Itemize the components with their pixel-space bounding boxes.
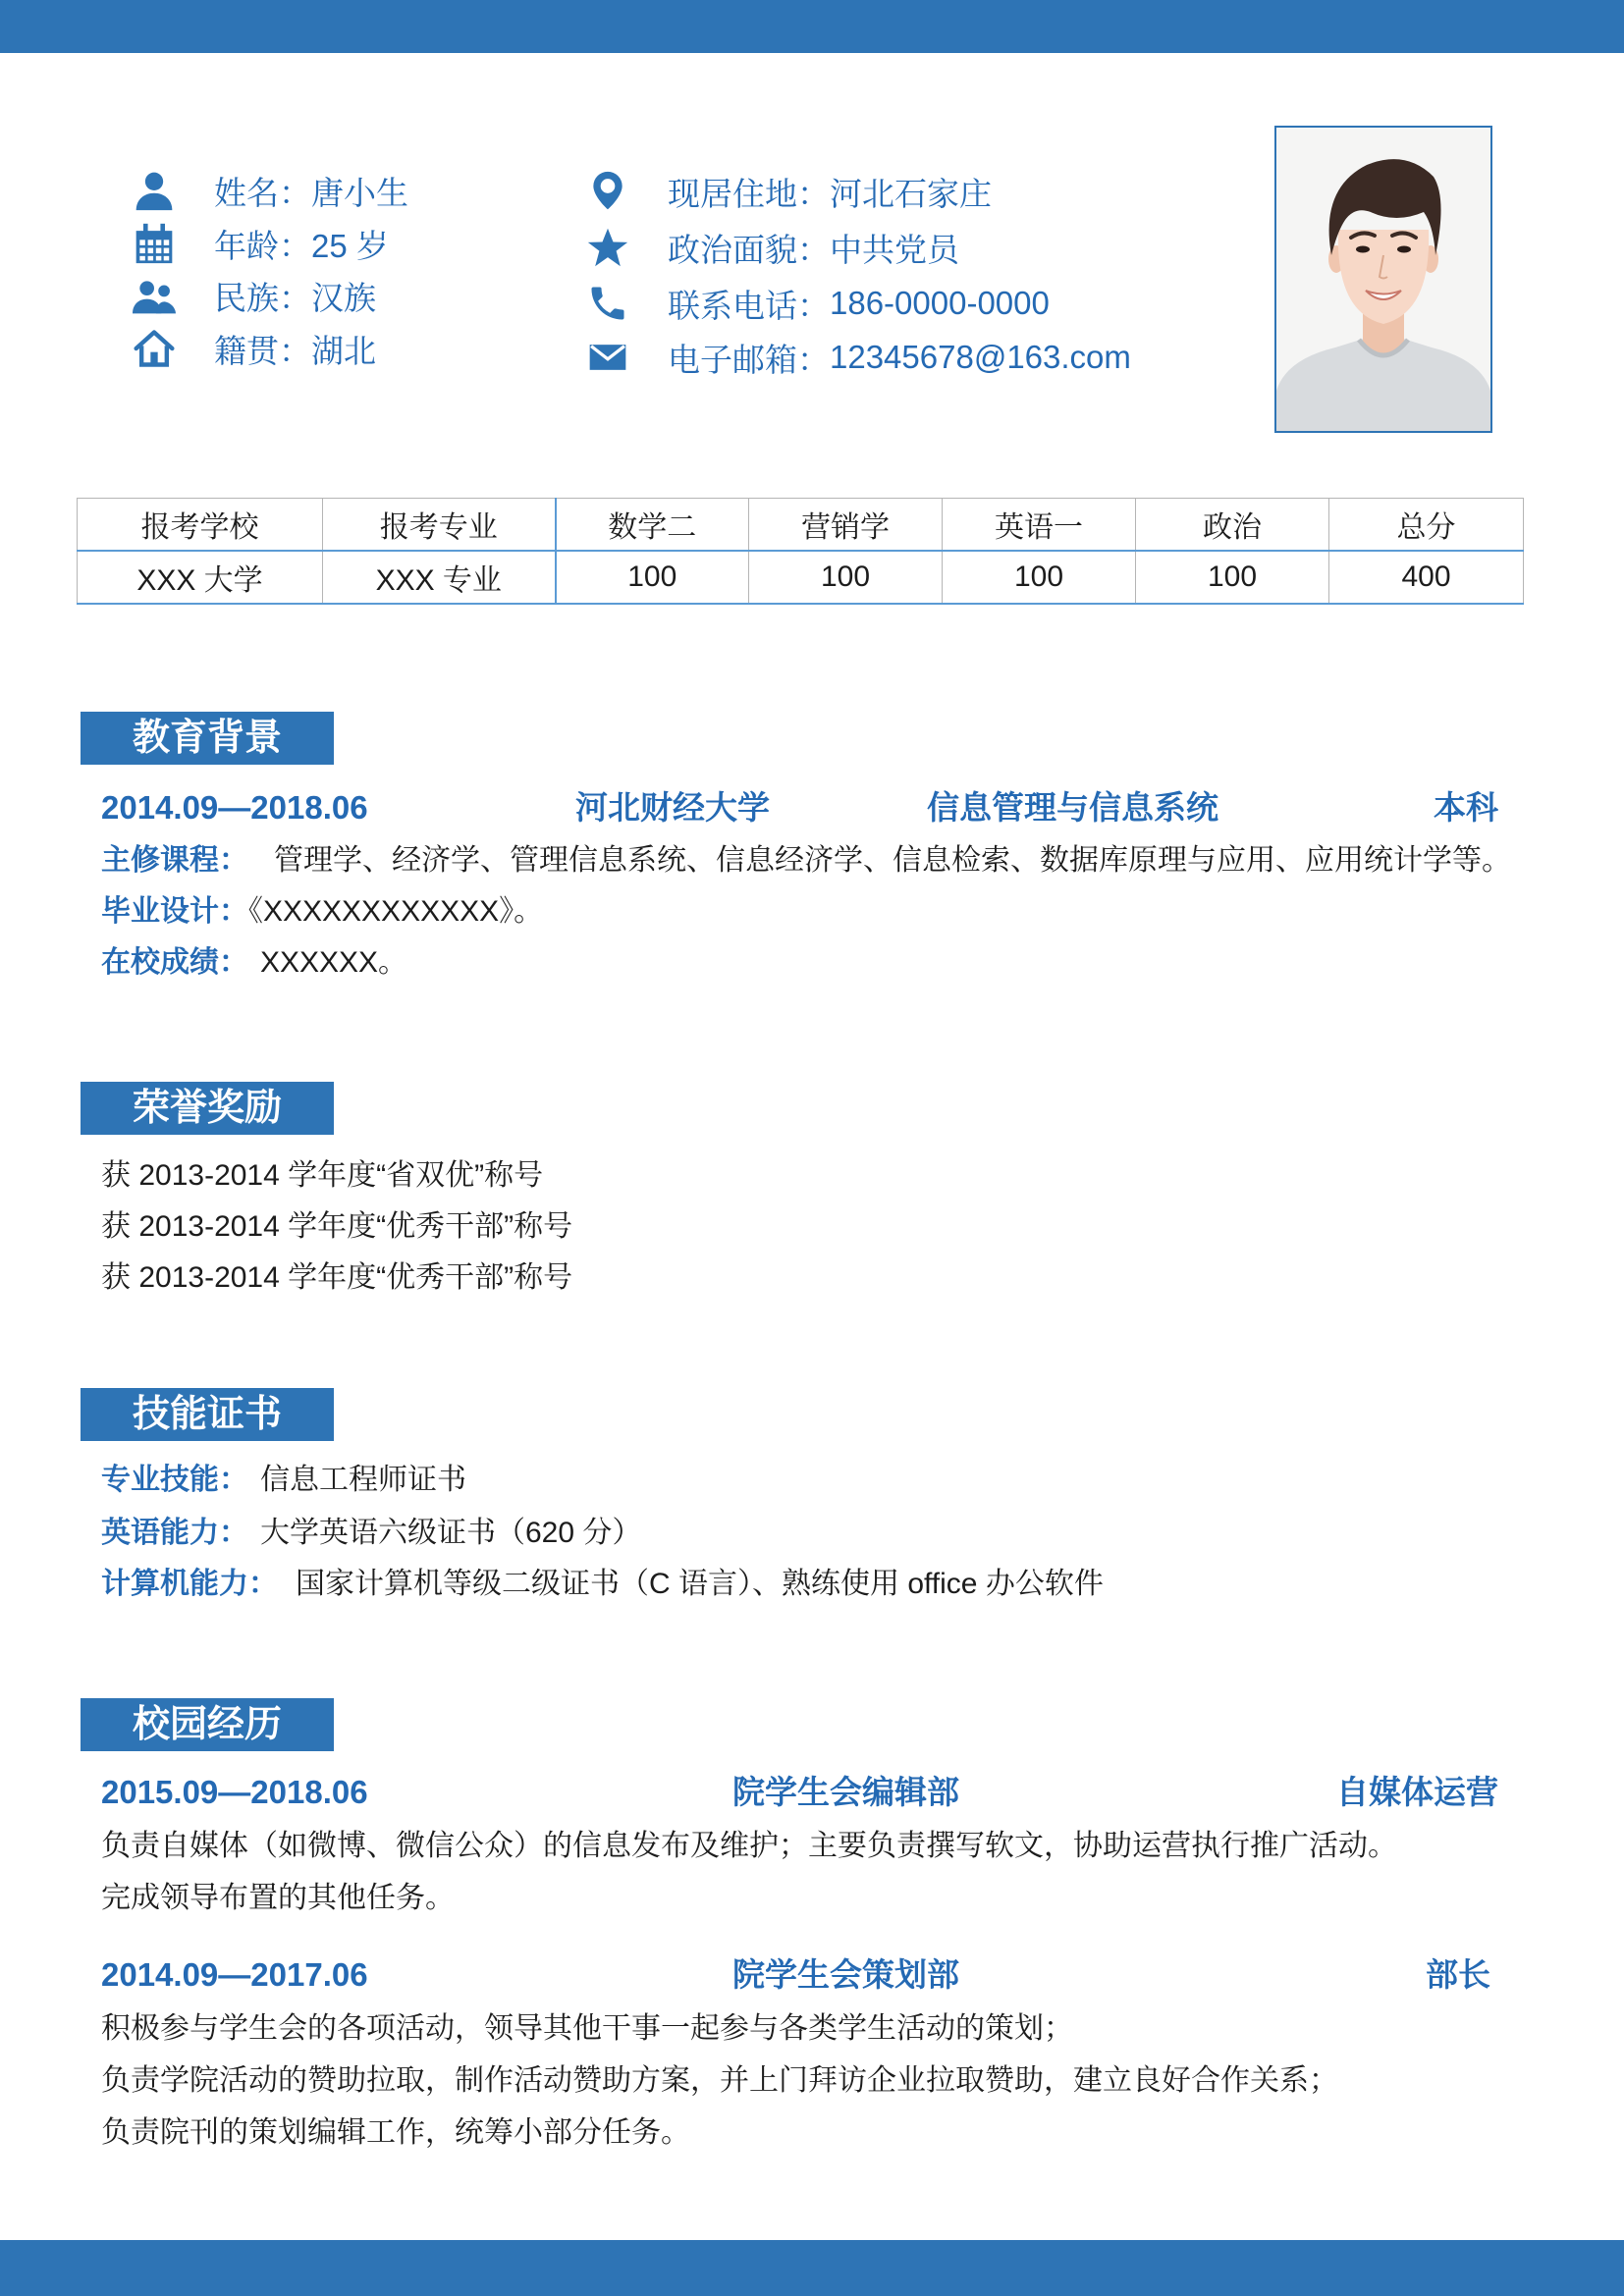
education-detail-thesis	[101, 886, 543, 937]
campus-period: 2015.09—2018.06	[101, 1774, 368, 1810]
honor-item: 获 2013-2014 学年度“省双优”称号	[101, 1159, 544, 1192]
campus-duty-line: 负责学院活动的赞助拉取，制作活动赞助方案，并上门拜访企业拉取赞助，建立良好合作关系；	[101, 2064, 1338, 2097]
detail-label: 主修课程：	[101, 844, 248, 877]
skill-label: 专业技能：	[101, 1464, 248, 1496]
info-row-ethnicity	[133, 271, 376, 320]
education-detail-courses	[101, 835, 1511, 886]
info-value: 186-0000-0000	[830, 285, 1050, 321]
education-entry	[0, 782, 1624, 833]
table-header-cell: 报考学校	[78, 499, 323, 552]
portrait-illustration	[1276, 128, 1490, 431]
info-row-email	[586, 333, 1131, 382]
education-major: 信息管理与信息系统	[927, 789, 1218, 826]
education-period: 2014.09—2018.06	[101, 789, 368, 826]
table-cell: XXX 专业	[323, 551, 556, 604]
table-row	[78, 551, 1524, 604]
calendar-icon	[133, 222, 176, 265]
info-value: 25 岁	[311, 227, 389, 264]
info-row-name	[133, 166, 408, 215]
bottom-accent-bar	[0, 2240, 1624, 2296]
info-label: 政治面貌：	[668, 231, 830, 268]
campus-duty-line: 负责自媒体（如微博、微信公众）的信息发布及维护；主要负责撰写软文，协助运营执行推广活动。	[101, 1830, 1397, 1862]
location-pin-icon	[586, 170, 629, 213]
campus-period: 2014.09—2017.06	[101, 1956, 368, 1993]
info-label: 联系电话：	[668, 287, 830, 324]
table-header-cell: 总分	[1329, 499, 1524, 552]
info-value: 汉族	[311, 279, 376, 316]
info-value: 唐小生	[311, 174, 408, 211]
home-icon	[133, 327, 176, 370]
portrait-photo	[1274, 126, 1492, 433]
table-header-cell: 数学二	[556, 499, 749, 552]
info-row-hometown	[133, 324, 376, 373]
info-value: 河北石家庄	[830, 175, 992, 212]
detail-label: 毕业设计：	[101, 895, 248, 928]
honor-item: 获 2013-2014 学年度“优秀干部”称号	[101, 1210, 573, 1243]
table-header-cell: 英语一	[943, 499, 1136, 552]
info-value: 12345678@163.com	[830, 339, 1131, 375]
section-title-skills: 技能证书	[81, 1388, 334, 1441]
section-title-education: 教育背景	[81, 712, 334, 765]
info-label: 现居住地：	[668, 175, 830, 212]
info-label: 电子邮箱：	[668, 341, 830, 378]
campus-role: 自媒体运营	[1336, 1774, 1498, 1810]
detail-label: 在校成绩：	[101, 946, 248, 979]
info-row-political-status	[586, 223, 959, 272]
table-cell: 100	[943, 551, 1136, 604]
detail-text: 《XXXXXXXXXXXX》。	[248, 895, 544, 928]
table-cell: 100	[556, 551, 749, 604]
phone-icon	[586, 282, 629, 325]
info-row-residence	[586, 167, 992, 216]
skill-text: 国家计算机等级二级证书（C 语言）、熟练使用 office 办公软件	[296, 1568, 1104, 1600]
education-school: 河北财经大学	[575, 789, 770, 826]
detail-text: XXXXXX。	[260, 946, 408, 979]
mail-icon	[586, 336, 629, 379]
campus-duty-line: 积极参与学生会的各项活动，领导其他干事一起参与各类学生活动的策划；	[101, 2012, 1073, 2045]
campus-entry-editorial	[0, 1767, 1624, 1818]
skill-item-computer	[101, 1559, 1104, 1610]
table-cell: 400	[1329, 551, 1524, 604]
detail-text: 管理学、经济学、管理信息系统、信息经济学、信息检索、数据库原理与应用、应用统计学等。	[274, 844, 1511, 877]
info-value: 湖北	[311, 332, 376, 369]
skill-text: 信息工程师证书	[260, 1464, 466, 1496]
table-header-cell: 营销学	[749, 499, 943, 552]
table-cell: 100	[1136, 551, 1329, 604]
campus-org: 院学生会编辑部	[732, 1774, 959, 1810]
info-row-age	[133, 219, 389, 268]
education-degree: 本科	[1434, 789, 1498, 826]
table-header-cell: 报考专业	[323, 499, 556, 552]
table-cell: XXX 大学	[78, 551, 323, 604]
info-label: 年龄：	[214, 227, 311, 264]
person-icon	[133, 169, 176, 212]
skill-label: 计算机能力：	[101, 1568, 278, 1600]
skill-item-english	[101, 1508, 641, 1559]
info-label: 籍贯：	[214, 332, 311, 369]
star-icon	[586, 226, 629, 269]
info-value: 中共党员	[830, 231, 959, 268]
people-icon	[133, 274, 176, 317]
campus-duty-line: 负责院刊的策划编辑工作，统筹小部分任务。	[101, 2116, 690, 2149]
info-row-phone	[586, 279, 1050, 328]
skill-text: 大学英语六级证书（620 分）	[260, 1517, 642, 1549]
exam-score-table	[77, 498, 1524, 605]
table-header-cell: 政治	[1136, 499, 1329, 552]
top-accent-bar	[0, 0, 1624, 53]
skill-label: 英语能力：	[101, 1517, 248, 1549]
education-detail-grades	[101, 937, 407, 988]
honor-item: 获 2013-2014 学年度“优秀干部”称号	[101, 1261, 573, 1294]
campus-role: 部长	[1426, 1956, 1490, 1993]
campus-duty-line: 完成领导布置的其他任务。	[101, 1882, 455, 1914]
section-title-honors: 荣誉奖励	[81, 1082, 334, 1135]
info-label: 姓名：	[214, 174, 311, 211]
table-cell: 100	[749, 551, 943, 604]
skill-item-professional	[101, 1455, 466, 1506]
info-label: 民族：	[214, 279, 311, 316]
section-title-campus: 校园经历	[81, 1698, 334, 1751]
table-header-row	[78, 499, 1524, 552]
campus-entry-planning	[0, 1949, 1624, 2001]
campus-org: 院学生会策划部	[732, 1956, 959, 1993]
